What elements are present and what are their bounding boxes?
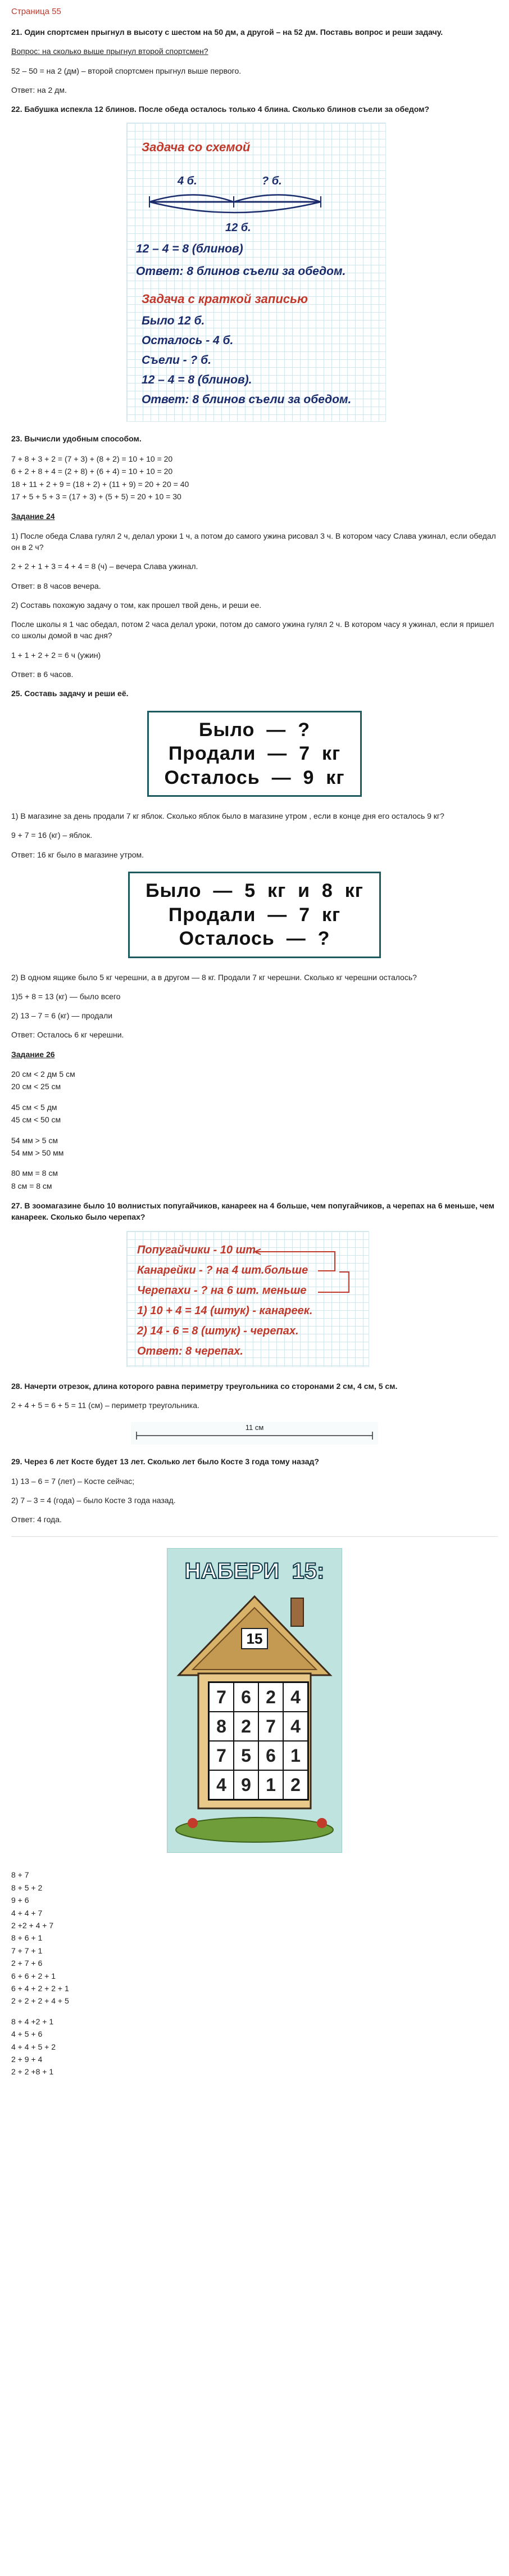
sum-line: 8 + 4 +2 + 1: [11, 2016, 54, 2026]
task27-notebook-image: [126, 1231, 369, 1367]
box2-line: Было — 5 кг и 8 кг: [146, 880, 363, 901]
box2-wrap: [11, 872, 498, 958]
task29-l2: 2) 7 – 3 = 4 (года) – было Косте 3 года назад.: [11, 1495, 176, 1505]
scheme-answer: Ответ: 8 блинов съели за обедом.: [136, 265, 346, 278]
sum-line: 2 + 9 + 4: [11, 2054, 43, 2064]
task24-p7: Ответ: в 6 часов.: [11, 670, 74, 679]
grid-cell: 4: [210, 1771, 233, 1799]
grid-cell: 6: [234, 1683, 258, 1711]
task25-title: 25. Составь задачу и реши её.: [11, 689, 129, 698]
sum-line: 6 + 4 + 2 + 2 + 1: [11, 1984, 69, 1993]
task21-question: Вопрос: на сколько выше прыгнул второй спортсмен?: [11, 47, 208, 56]
grid-cell: 1: [259, 1771, 283, 1799]
segment-total-label: 12 б.: [225, 222, 251, 234]
task23-line: 17 + 5 + 5 + 3 = (17 + 3) + (5 + 5) = 20 + 10 = 30: [11, 491, 181, 501]
grid-cell: 4: [284, 1683, 307, 1711]
task24-p6: 1 + 1 + 2 + 2 = 6 ч (ужин): [11, 650, 101, 660]
box1-wrap: [11, 711, 498, 797]
roof-number: 15: [246, 1630, 263, 1648]
task25-p4: 2) В одном ящике было 5 кг черешни, а в другом — 8 кг. Продали 7 кг черешни. Сколько кг черешни осталось?: [11, 972, 417, 982]
task26-line: 80 мм = 8 см: [11, 1169, 58, 1178]
t27-arrows: [127, 1231, 369, 1310]
task27-title: 27. В зоомагазине было 10 волнистых попугайчиков, канареек на 4 больше, чем попугайчиков, а черепах на 6 меньше, чем канареек. Сколько было черепах?: [11, 1201, 494, 1222]
puzzle-house-image: [167, 1548, 342, 1853]
brief-calc: 12 – 4 = 8 (блинов).: [142, 373, 252, 387]
brief-answer: Ответ: 8 блинов съели за обедом.: [142, 393, 352, 407]
number-grid: [208, 1681, 309, 1801]
sum-line: 2 + 2 +8 + 1: [11, 2067, 54, 2077]
sum-line: 2 + 2 + 2 + 4 + 5: [11, 1996, 69, 2006]
sum-line: 2 + 7 + 6: [11, 1959, 43, 1968]
grid-cell: 8: [210, 1712, 233, 1740]
scheme-segment-drawing: [127, 185, 385, 230]
task28-title: 28. Начерти отрезок, длина которого равна периметру треугольника со сторонами 2 см, 4 см, 5 см.: [11, 1381, 398, 1391]
task25-p6: 2) 13 – 7 = 6 (кг) — продали: [11, 1011, 113, 1021]
task23-line: 18 + 11 + 2 + 9 = (18 + 2) + (11 + 9) = 20 + 20 = 40: [11, 479, 189, 489]
sum-line: 6 + 6 + 2 + 1: [11, 1971, 56, 1981]
segment-right-label: ? б.: [262, 175, 282, 188]
task23-lines: [11, 453, 498, 503]
brief-line-3: Съели - ? б.: [142, 354, 212, 367]
task25-p5: 1)5 + 8 = 13 (кг) — было всего: [11, 991, 121, 1001]
grid-cell: 7: [210, 1742, 233, 1770]
task26-line: 45 см < 50 см: [11, 1115, 61, 1125]
brief-line-1: Было 12 б.: [142, 314, 205, 328]
sum-line: 4 + 5 + 6: [11, 2029, 43, 2039]
t27-line-1: Попугайчики - 10 шт.: [137, 1243, 259, 1256]
task26-line: 54 мм > 50 мм: [11, 1148, 64, 1157]
grid-cell: 5: [234, 1742, 258, 1770]
task22-notebook-image: [126, 123, 386, 422]
task26-line: 20 см < 2 дм 5 см: [11, 1069, 75, 1079]
grid-cell: 4: [284, 1712, 307, 1740]
task29-l3: Ответ: 4 года.: [11, 1515, 62, 1524]
box2-line: Осталось — ?: [179, 928, 330, 949]
t27-line-5: 2) 14 - 6 = 8 (штук) - черепах.: [137, 1324, 299, 1337]
task24-p4: 2) Составь похожую задачу о том, как прошел твой день, и реши ее.: [11, 600, 262, 610]
grid-cell: 1: [284, 1742, 307, 1770]
sum-line: 2 +2 + 4 + 7: [11, 1921, 54, 1930]
sum-line: 8 + 7: [11, 1870, 29, 1880]
task26-title: Задание 26: [11, 1049, 55, 1059]
grid-cell: 7: [259, 1712, 283, 1740]
task24-p3: Ответ: в 8 часов вечера.: [11, 581, 101, 590]
puzzle-title: НАБЕРИ 15:: [184, 1559, 325, 1584]
task24-title: Задание 24: [11, 512, 55, 521]
box1-line: Было — ?: [199, 719, 310, 741]
sum-line: 7 + 7 + 1: [11, 1946, 43, 1955]
task25-p3: Ответ: 16 кг было в магазине утром.: [11, 850, 144, 859]
sum-line: 8 + 5 + 2: [11, 1883, 43, 1892]
grid-cell: 9: [234, 1771, 258, 1799]
task23-title: 23. Вычисли удобным способом.: [11, 434, 142, 444]
grid-cell: 6: [259, 1742, 283, 1770]
task29-title: 29. Через 6 лет Косте будет 13 лет. Сколько лет было Косте 3 года тому назад?: [11, 1457, 319, 1467]
brief-title: Задача с краткой записью: [142, 292, 308, 306]
task21-answer: Ответ: на 2 дм.: [11, 85, 67, 94]
brief-box-2: [128, 872, 381, 958]
task29-l1: 1) 13 – 6 = 7 (лет) – Косте сейчас;: [11, 1476, 135, 1486]
task21-solution: 52 – 50 = на 2 (дм) – второй спортсмен прыгнул выше первого.: [11, 66, 242, 75]
grid-cell: 2: [259, 1683, 283, 1711]
segment-left-label: 4 б.: [178, 175, 197, 188]
task21-title: 21. Один спортсмен прыгнул в высоту с шестом на 50 дм, а другой – на 52 дм. Поставь вопрос и реши задачу.: [11, 28, 443, 37]
brief-box-1: [147, 711, 362, 797]
grid-cell: 2: [234, 1712, 258, 1740]
task23-line: 6 + 2 + 8 + 4 = (2 + 8) + (6 + 4) = 10 + 10 = 20: [11, 467, 173, 476]
task26-line: 20 см < 25 см: [11, 1082, 61, 1091]
box1-line: Продали — 7 кг: [168, 743, 341, 765]
task28-calc: 2 + 4 + 5 = 6 + 5 = 11 (см) – периметр треугольника.: [11, 1401, 199, 1410]
grid-cell: 2: [284, 1771, 307, 1799]
grid-cell: 7: [210, 1683, 233, 1711]
task23-line: 7 + 8 + 3 + 2 = (7 + 3) + (8 + 2) = 10 + 10 = 20: [11, 454, 173, 463]
scheme-title: Задача со схемой: [142, 140, 251, 155]
segment-11cm: [131, 1422, 378, 1445]
sum-line: 8 + 6 + 1: [11, 1933, 43, 1943]
brief-line-2: Осталось - 4 б.: [142, 334, 234, 348]
sums-group-2: [11, 2015, 498, 2078]
separator: [11, 1536, 498, 1537]
sum-line: 4 + 4 + 7: [11, 1908, 43, 1918]
task25-p2: 9 + 7 = 16 (кг) – яблок.: [11, 831, 93, 840]
task26-line: 8 см = 8 см: [11, 1181, 52, 1190]
task25-p7: Ответ: Осталось 6 кг черешни.: [11, 1030, 124, 1040]
box1-line: Осталось — 9 кг: [164, 766, 345, 788]
page-label: Страница 55: [11, 7, 61, 16]
sum-line: 9 + 6: [11, 1896, 29, 1905]
task26-lines: [11, 1068, 498, 1192]
segment-label: 11 см: [245, 1423, 264, 1432]
t27-line-4: 1) 10 + 4 = 14 (штук) - канареек.: [137, 1304, 313, 1317]
task24-p5: После школы я 1 час обедал, потом 2 часа делал уроки, потом до самого ужина гулял 2 ч. В котором часу я ужинал, если я пришел со школы домой в час дня?: [11, 620, 494, 640]
sums-group-1: [11, 1869, 498, 2007]
task26-line: 54 мм > 5 см: [11, 1135, 58, 1145]
sum-line: 4 + 4 + 5 + 2: [11, 2042, 56, 2051]
task26-line: 45 см < 5 дм: [11, 1102, 57, 1112]
task24-p1: 1) После обеда Слава гулял 2 ч, делал уроки 1 ч, а потом до самого ужина рисовал 3 ч. В котором часу Слава ужинал, если обедал он в 2 ч?: [11, 531, 496, 552]
t27-line-2: Канарейки - ? на 4 шт.больше: [137, 1264, 308, 1276]
scheme-calc: 12 – 4 = 8 (блинов): [136, 242, 243, 256]
task22-title: 22. Бабушка испекла 12 блинов. После обеда осталось только 4 блина. Сколько блинов съели за обедом?: [11, 105, 430, 114]
t27-line-3: Черепахи - ? на 6 шт. меньше: [137, 1284, 307, 1297]
t27-line-6: Ответ: 8 черепах.: [137, 1345, 243, 1357]
task24-p2: 2 + 2 + 1 + 3 = 4 + 4 = 8 (ч) – вечера Слава ужинал.: [11, 562, 198, 571]
task25-p1: 1) В магазине за день продали 7 кг яблок. Сколько яблок было в магазине утром , если в конце дня его осталось 9 кг?: [11, 811, 444, 821]
box2-line: Продали — 7 кг: [168, 904, 341, 926]
